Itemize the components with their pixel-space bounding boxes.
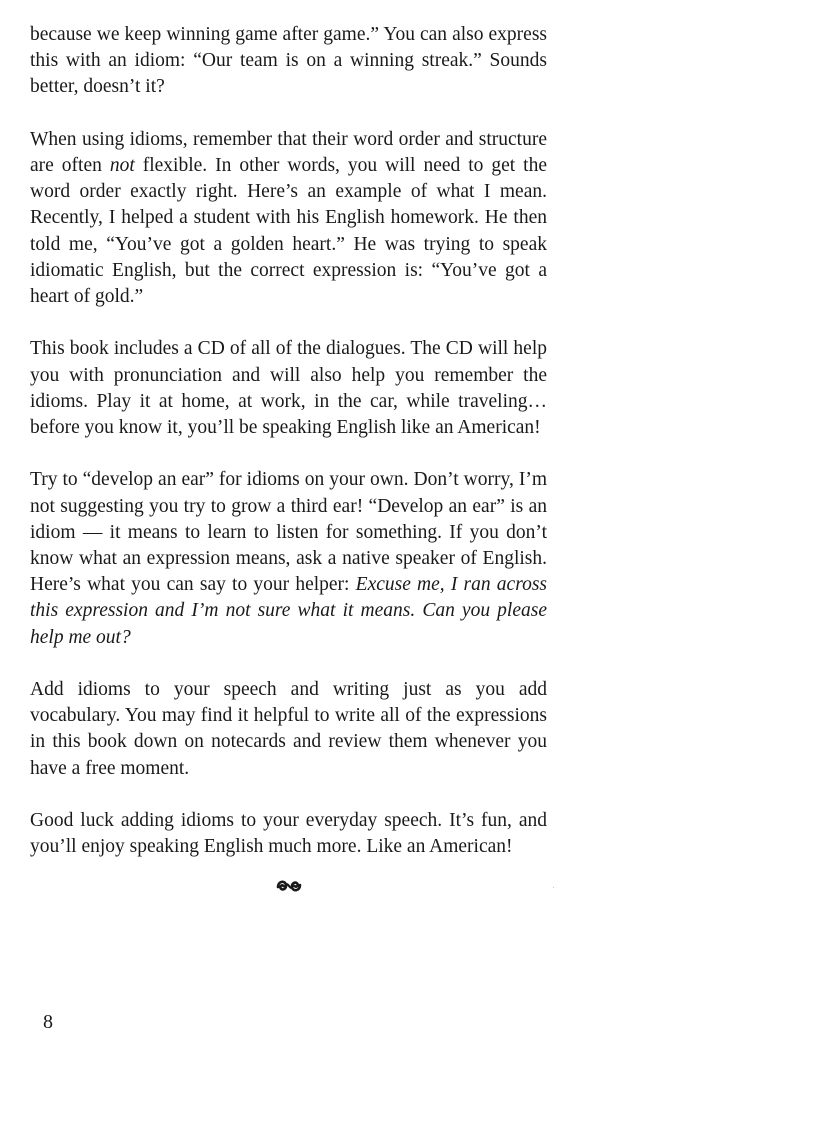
text-run: Good luck adding idioms to your everyday speech. It’s fun, and you’ll enjoy speaking English much more. Like an American! (30, 810, 547, 858)
page-number: 8 (43, 1011, 53, 1033)
body-text (30, 22, 547, 887)
fleuron-ornament-icon (276, 876, 302, 896)
paragraph (30, 467, 547, 650)
italic-text: not (109, 155, 135, 176)
text-run: When using idioms, remember that their word order and structure are often (30, 128, 547, 176)
italic-text: Excuse me, I ran across this expression and I’m not sure what it means. Can you please help me out? (30, 574, 548, 648)
paragraph (30, 677, 547, 782)
paragraph (30, 336, 547, 441)
paragraph (30, 127, 547, 310)
text-run: because we keep winning game after game.” You can also express this with an idiom: “Our team is on a winning streak.” Sounds better, doesn’t it? (30, 24, 547, 98)
paragraph (30, 808, 547, 860)
text-run: Try to “develop an ear” for idioms on your own. Don’t worry, I’m not suggesting you try to grow a third ear! “Develop an ear” is an idiom — it means to learn to listen for something. If you don’t know what an expression means, ask a native speaker of English. Here’s what you can say to your helper: (30, 469, 547, 596)
text-run: flexible. In other words, you will need to get the word order exactly right. Here’s an example of what I mean. Recently, I helped a student with his English homework. He then told me, “You’ve got a golden heart.” He was trying to speak idiomatic English, but the correct expression is: “You’ve got a heart of gold.” (30, 155, 547, 308)
text-run: This book includes a CD of all of the dialogues. The CD will help you with pronunciation and will also help you remember the idioms. Play it at home, at work, in the car, while traveling…before you know it, you’ll be speaking English like an American! (30, 338, 547, 439)
scan-speck (553, 887, 554, 888)
paragraph (30, 22, 547, 101)
text-run: Add idioms to your speech and writing just as you add vocabulary. You may find it helpful to write all of the expressions in this book down on notecards and review them whenever you have a free moment. (30, 679, 547, 779)
